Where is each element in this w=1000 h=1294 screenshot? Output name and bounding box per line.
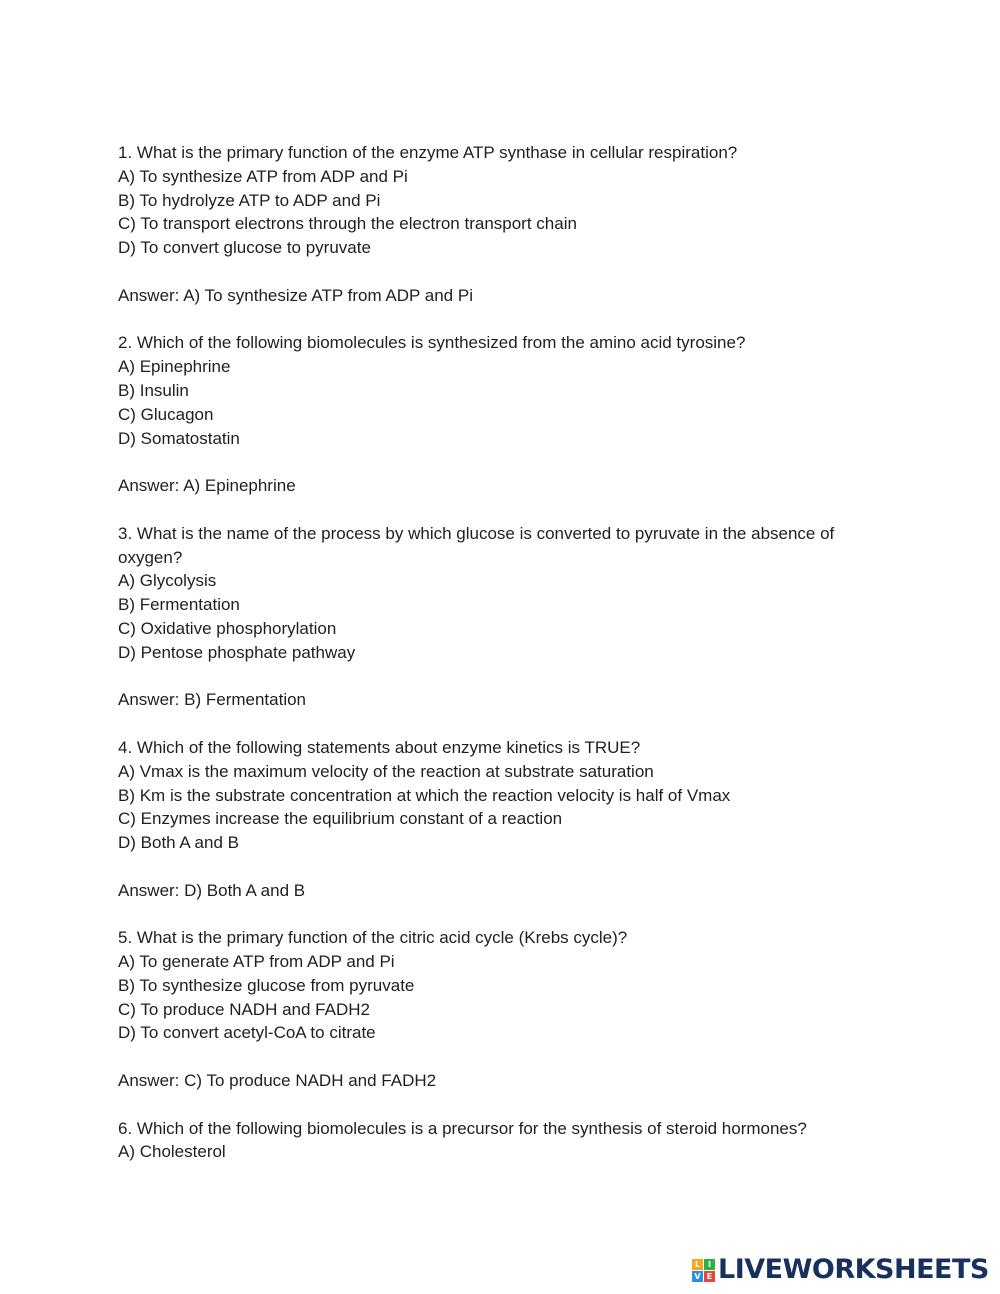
question-5-option-d: D) To convert acetyl-CoA to citrate	[118, 1023, 376, 1043]
liveworksheets-logo	[692, 1255, 989, 1285]
question-3-option-d: D) Pentose phosphate pathway	[118, 642, 356, 662]
question-4-answer: Answer: D) Both A and B	[118, 880, 306, 900]
question-5	[118, 926, 898, 1045]
question-1-option-a: A) To synthesize ATP from ADP and Pi	[118, 166, 408, 186]
question-1-answer: Answer: A) To synthesize ATP from ADP and Pi	[118, 285, 473, 305]
question-2-option-b: B) Insulin	[118, 380, 189, 400]
question-1-prompt: 1. What is the primary function of the enzyme ATP synthase in cellular respiration?	[118, 143, 738, 162]
worksheet-content	[118, 141, 898, 1188]
question-6	[118, 1117, 898, 1165]
liveworksheets-logo-text: LIVEWORKSHEETS	[718, 1254, 989, 1285]
question-4-option-c: C) Enzymes increase the equilibrium constant of a reaction	[118, 809, 563, 829]
question-4-prompt: 4. Which of the following statements about enzyme kinetics is TRUE?	[118, 737, 641, 757]
question-3-option-a: A) Glycolysis	[118, 571, 217, 591]
question-2-prompt: 2. Which of the following biomolecules is synthesized from the amino acid tyrosine?	[118, 333, 746, 353]
question-2-answer: Answer: A) Epinephrine	[118, 476, 296, 496]
question-1-option-d: D) To convert glucose to pyruvate	[118, 238, 371, 258]
question-5-option-c: C) To produce NADH and FADH2	[118, 999, 370, 1019]
question-6-prompt: 6. Which of the following biomolecules is a precursor for the synthesis of steroid hormones?	[118, 1118, 807, 1138]
question-3-option-b: B) Fermentation	[118, 595, 240, 615]
logo-mark-letter: L	[692, 1259, 703, 1270]
question-4-option-d: D) Both A and B	[118, 833, 239, 853]
question-4	[118, 736, 898, 855]
question-3-prompt: 3. What is the name of the process by which glucose is converted to pyruvate in the absence of oxygen?	[118, 523, 835, 567]
question-3	[118, 522, 898, 665]
question-1	[118, 141, 898, 260]
question-4-option-b: B) Km is the substrate concentration at which the reaction velocity is half of Vmax	[118, 785, 731, 805]
logo-mark-letter: V	[692, 1271, 703, 1282]
question-1-option-b: B) To hydrolyze ATP to ADP and Pi	[118, 190, 381, 210]
question-5-prompt: 5. What is the primary function of the citric acid cycle (Krebs cycle)?	[118, 928, 628, 948]
logo-mark-letter: E	[704, 1271, 715, 1282]
liveworksheets-logo-icon	[692, 1259, 715, 1282]
question-2-option-c: C) Glucagon	[118, 404, 214, 424]
question-5-answer: Answer: C) To produce NADH and FADH2	[118, 1071, 437, 1091]
question-1-option-c: C) To transport electrons through the electron transport chain	[118, 214, 577, 234]
question-4-option-a: A) Vmax is the maximum velocity of the reaction at substrate saturation	[118, 761, 654, 781]
question-5-option-a: A) To generate ATP from ADP and Pi	[118, 952, 395, 972]
logo-mark-letter: I	[704, 1259, 715, 1270]
question-3-answer: Answer: B) Fermentation	[118, 690, 307, 710]
question-2	[118, 331, 898, 450]
question-2-option-d: D) Somatostatin	[118, 428, 240, 448]
question-3-option-c: C) Oxidative phosphorylation	[118, 618, 337, 638]
question-6-option-a: A) Cholesterol	[118, 1142, 226, 1162]
question-2-option-a: A) Epinephrine	[118, 357, 231, 377]
question-5-option-b: B) To synthesize glucose from pyruvate	[118, 975, 415, 995]
